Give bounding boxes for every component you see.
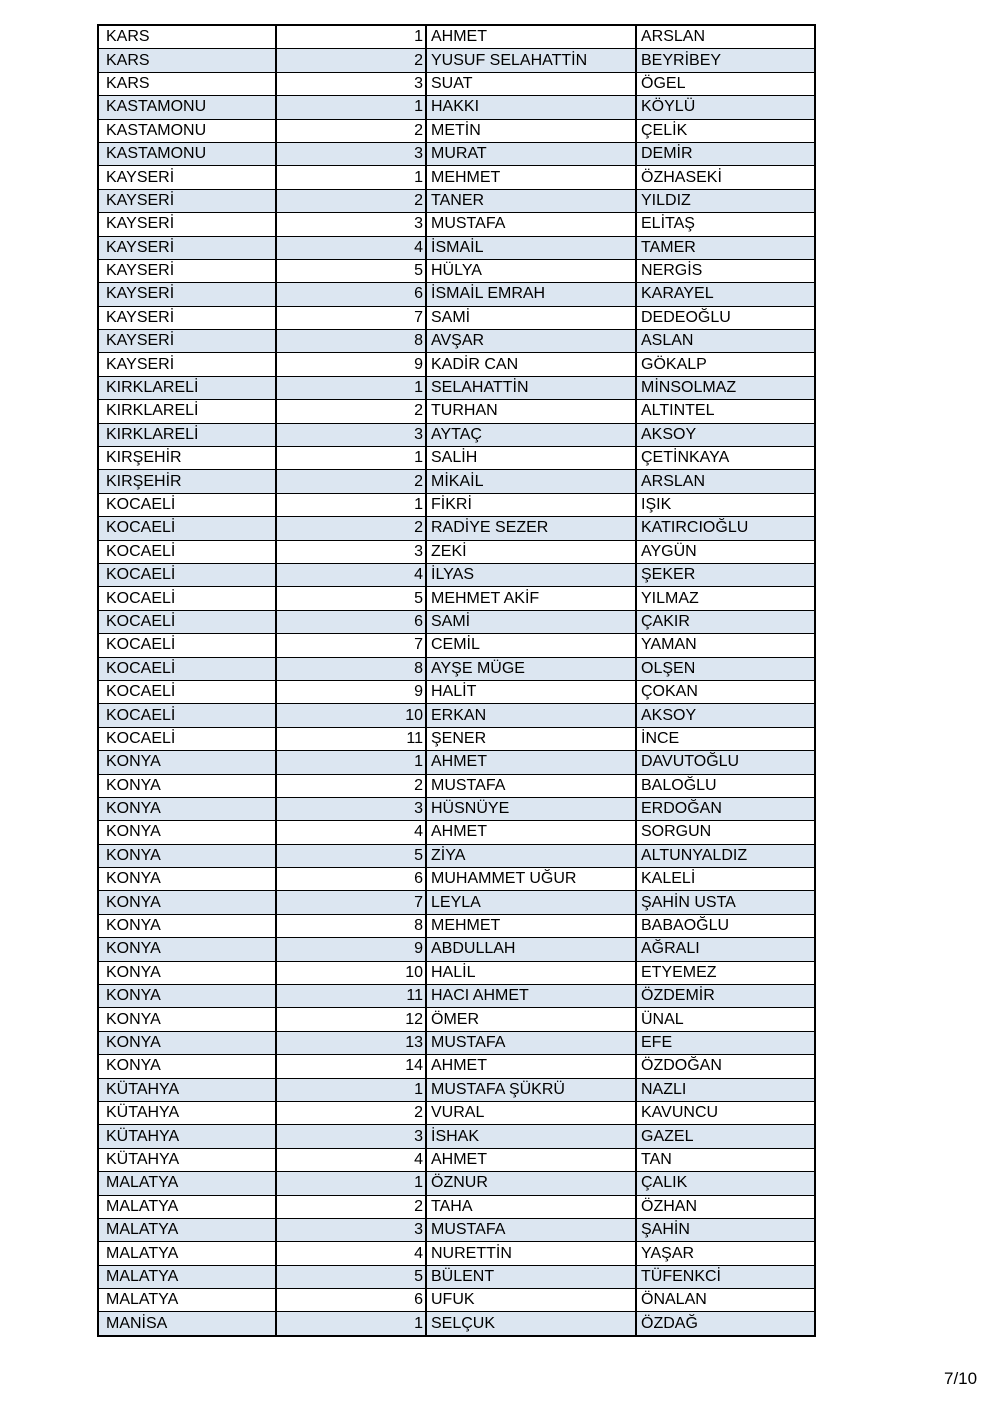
rank-cell: 4 <box>276 236 426 259</box>
table-row <box>98 189 815 212</box>
first-name-cell: ABDULLAH <box>426 938 636 961</box>
first-name-cell: MUSTAFA <box>426 774 636 797</box>
province-cell: KAYSERİ <box>98 166 276 189</box>
table-row <box>98 540 815 563</box>
last-name-cell: ALTINTEL <box>636 400 815 423</box>
province-cell: KOCAELİ <box>98 704 276 727</box>
province-cell: KIRKLARELİ <box>98 423 276 446</box>
table-row <box>98 447 815 470</box>
last-name-cell: ŞAHİN <box>636 1218 815 1241</box>
province-cell: KONYA <box>98 914 276 937</box>
table-row <box>98 868 815 891</box>
province-cell: KOCAELİ <box>98 517 276 540</box>
rank-cell: 3 <box>276 1125 426 1148</box>
province-cell: KONYA <box>98 961 276 984</box>
rank-cell: 4 <box>276 821 426 844</box>
table-row <box>98 563 815 586</box>
rank-cell: 1 <box>276 1312 426 1336</box>
rank-cell: 6 <box>276 868 426 891</box>
table-row <box>98 236 815 259</box>
last-name-cell: ASLAN <box>636 330 815 353</box>
rank-cell: 1 <box>276 493 426 516</box>
rank-cell: 2 <box>276 774 426 797</box>
first-name-cell: AVŞAR <box>426 330 636 353</box>
first-name-cell: MEHMET AKİF <box>426 587 636 610</box>
first-name-cell: ZEKİ <box>426 540 636 563</box>
rank-cell: 2 <box>276 189 426 212</box>
province-cell: KOCAELİ <box>98 610 276 633</box>
last-name-cell: KARAYEL <box>636 283 815 306</box>
table-row <box>98 1008 815 1031</box>
province-cell: KONYA <box>98 821 276 844</box>
rank-cell: 5 <box>276 1265 426 1288</box>
table-row <box>98 493 815 516</box>
rank-cell: 3 <box>276 213 426 236</box>
table-body <box>98 25 815 1336</box>
province-cell: KONYA <box>98 751 276 774</box>
first-name-cell: ÖMER <box>426 1008 636 1031</box>
table-row <box>98 1195 815 1218</box>
first-name-cell: METİN <box>426 119 636 142</box>
rank-cell: 1 <box>276 166 426 189</box>
province-cell: KAYSERİ <box>98 213 276 236</box>
last-name-cell: ÖZDOĞAN <box>636 1055 815 1078</box>
last-name-cell: DEDEOĞLU <box>636 306 815 329</box>
last-name-cell: YAŞAR <box>636 1242 815 1265</box>
page-number: 7/10 <box>944 1369 978 1388</box>
last-name-cell: AYGÜN <box>636 540 815 563</box>
first-name-cell: TAHA <box>426 1195 636 1218</box>
rank-cell: 9 <box>276 353 426 376</box>
first-name-cell: TANER <box>426 189 636 212</box>
table-row <box>98 938 815 961</box>
last-name-cell: ÇETİNKAYA <box>636 447 815 470</box>
rank-cell: 7 <box>276 634 426 657</box>
first-name-cell: MURAT <box>426 142 636 165</box>
table-row <box>98 634 815 657</box>
last-name-cell: DEMİR <box>636 142 815 165</box>
last-name-cell: BEYRİBEY <box>636 49 815 72</box>
first-name-cell: HAKKI <box>426 96 636 119</box>
first-name-cell: MUSTAFA ŞÜKRÜ <box>426 1078 636 1101</box>
last-name-cell: IŞIK <box>636 493 815 516</box>
province-cell: KONYA <box>98 868 276 891</box>
province-cell: MANİSA <box>98 1312 276 1336</box>
last-name-cell: BALOĞLU <box>636 774 815 797</box>
first-name-cell: HACI AHMET <box>426 985 636 1008</box>
province-cell: KASTAMONU <box>98 142 276 165</box>
first-name-cell: AHMET <box>426 1148 636 1171</box>
last-name-cell: YAMAN <box>636 634 815 657</box>
rank-cell: 1 <box>276 447 426 470</box>
table-row <box>98 657 815 680</box>
first-name-cell: İSHAK <box>426 1125 636 1148</box>
table-row <box>98 727 815 750</box>
first-name-cell: AHMET <box>426 1055 636 1078</box>
table-row <box>98 376 815 399</box>
first-name-cell: UFUK <box>426 1289 636 1312</box>
province-cell: KOCAELİ <box>98 657 276 680</box>
province-cell: KONYA <box>98 1055 276 1078</box>
table-row <box>98 704 815 727</box>
last-name-cell: NAZLI <box>636 1078 815 1101</box>
province-cell: KONYA <box>98 844 276 867</box>
rank-cell: 2 <box>276 517 426 540</box>
rank-cell: 3 <box>276 1218 426 1241</box>
province-cell: KARS <box>98 72 276 95</box>
first-name-cell: TURHAN <box>426 400 636 423</box>
last-name-cell: MİNSOLMAZ <box>636 376 815 399</box>
table-row <box>98 1289 815 1312</box>
rank-cell: 1 <box>276 25 426 49</box>
rank-cell: 9 <box>276 938 426 961</box>
last-name-cell: TAMER <box>636 236 815 259</box>
table-row <box>98 1312 815 1336</box>
first-name-cell: İSMAİL EMRAH <box>426 283 636 306</box>
province-cell: KOCAELİ <box>98 587 276 610</box>
province-cell: KOCAELİ <box>98 727 276 750</box>
last-name-cell: AĞRALI <box>636 938 815 961</box>
table-row <box>98 821 815 844</box>
rank-cell: 3 <box>276 797 426 820</box>
last-name-cell: ELİTAŞ <box>636 213 815 236</box>
table-row <box>98 423 815 446</box>
province-cell: MALATYA <box>98 1172 276 1195</box>
province-cell: KAYSERİ <box>98 353 276 376</box>
first-name-cell: SAMİ <box>426 610 636 633</box>
first-name-cell: KADİR CAN <box>426 353 636 376</box>
first-name-cell: YUSUF SELAHATTİN <box>426 49 636 72</box>
province-cell: KONYA <box>98 1031 276 1054</box>
province-cell: KÜTAHYA <box>98 1148 276 1171</box>
province-cell: KIRŞEHİR <box>98 447 276 470</box>
table-row <box>98 213 815 236</box>
table-row <box>98 25 815 49</box>
last-name-cell: AKSOY <box>636 423 815 446</box>
first-name-cell: SELAHATTİN <box>426 376 636 399</box>
last-name-cell: EFE <box>636 1031 815 1054</box>
last-name-cell: ŞEKER <box>636 563 815 586</box>
last-name-cell: NERGİS <box>636 259 815 282</box>
first-name-cell: BÜLENT <box>426 1265 636 1288</box>
rank-cell: 10 <box>276 704 426 727</box>
province-cell: KAYSERİ <box>98 330 276 353</box>
candidate-table <box>97 24 816 1337</box>
last-name-cell: ÖGEL <box>636 72 815 95</box>
table-row <box>98 680 815 703</box>
table-row <box>98 1031 815 1054</box>
last-name-cell: ERDOĞAN <box>636 797 815 820</box>
rank-cell: 13 <box>276 1031 426 1054</box>
table-row <box>98 166 815 189</box>
rank-cell: 10 <box>276 961 426 984</box>
table-row <box>98 470 815 493</box>
rank-cell: 8 <box>276 914 426 937</box>
province-cell: MALATYA <box>98 1195 276 1218</box>
table-row <box>98 610 815 633</box>
province-cell: KONYA <box>98 774 276 797</box>
rank-cell: 12 <box>276 1008 426 1031</box>
last-name-cell: TAN <box>636 1148 815 1171</box>
rank-cell: 5 <box>276 587 426 610</box>
first-name-cell: HÜSNÜYE <box>426 797 636 820</box>
last-name-cell: ÖZDEMİR <box>636 985 815 1008</box>
province-cell: KAYSERİ <box>98 236 276 259</box>
table-row <box>98 914 815 937</box>
rank-cell: 5 <box>276 844 426 867</box>
province-cell: KOCAELİ <box>98 634 276 657</box>
table-row <box>98 330 815 353</box>
province-cell: KIRKLARELİ <box>98 376 276 399</box>
province-cell: KIRŞEHİR <box>98 470 276 493</box>
last-name-cell: ARSLAN <box>636 470 815 493</box>
table-row <box>98 96 815 119</box>
first-name-cell: ŞENER <box>426 727 636 750</box>
rank-cell: 1 <box>276 1078 426 1101</box>
last-name-cell: ÇELİK <box>636 119 815 142</box>
first-name-cell: AHMET <box>426 821 636 844</box>
rank-cell: 8 <box>276 657 426 680</box>
first-name-cell: SAMİ <box>426 306 636 329</box>
table-row <box>98 587 815 610</box>
table-row <box>98 259 815 282</box>
province-cell: KONYA <box>98 891 276 914</box>
last-name-cell: ÇAKIR <box>636 610 815 633</box>
province-cell: MALATYA <box>98 1218 276 1241</box>
province-cell: KONYA <box>98 797 276 820</box>
first-name-cell: MUHAMMET UĞUR <box>426 868 636 891</box>
rank-cell: 4 <box>276 1242 426 1265</box>
province-cell: KONYA <box>98 938 276 961</box>
last-name-cell: ÖZHASEKİ <box>636 166 815 189</box>
first-name-cell: MUSTAFA <box>426 213 636 236</box>
table-row <box>98 844 815 867</box>
last-name-cell: ETYEMEZ <box>636 961 815 984</box>
table-row <box>98 797 815 820</box>
last-name-cell: ÖZDAĞ <box>636 1312 815 1336</box>
last-name-cell: ARSLAN <box>636 25 815 49</box>
last-name-cell: TÜFENKCİ <box>636 1265 815 1288</box>
first-name-cell: ZİYA <box>426 844 636 867</box>
province-cell: KONYA <box>98 985 276 1008</box>
province-cell: KAYSERİ <box>98 283 276 306</box>
table-row <box>98 1218 815 1241</box>
rank-cell: 2 <box>276 119 426 142</box>
table-row <box>98 400 815 423</box>
first-name-cell: FİKRİ <box>426 493 636 516</box>
first-name-cell: HALİT <box>426 680 636 703</box>
rank-cell: 9 <box>276 680 426 703</box>
first-name-cell: RADİYE SEZER <box>426 517 636 540</box>
rank-cell: 3 <box>276 423 426 446</box>
last-name-cell: YILMAZ <box>636 587 815 610</box>
table-row <box>98 751 815 774</box>
province-cell: KARS <box>98 49 276 72</box>
rank-cell: 2 <box>276 1195 426 1218</box>
table-row <box>98 283 815 306</box>
table-row <box>98 306 815 329</box>
last-name-cell: GAZEL <box>636 1125 815 1148</box>
province-cell: MALATYA <box>98 1242 276 1265</box>
province-cell: KAYSERİ <box>98 306 276 329</box>
rank-cell: 1 <box>276 751 426 774</box>
rank-cell: 2 <box>276 1101 426 1124</box>
last-name-cell: ÖNALAN <box>636 1289 815 1312</box>
rank-cell: 2 <box>276 49 426 72</box>
table-row <box>98 1125 815 1148</box>
rank-cell: 14 <box>276 1055 426 1078</box>
last-name-cell: KÖYLÜ <box>636 96 815 119</box>
province-cell: KAYSERİ <box>98 189 276 212</box>
province-cell: KÜTAHYA <box>98 1125 276 1148</box>
rank-cell: 1 <box>276 96 426 119</box>
table-row <box>98 774 815 797</box>
first-name-cell: LEYLA <box>426 891 636 914</box>
last-name-cell: OLŞEN <box>636 657 815 680</box>
first-name-cell: ÖZNUR <box>426 1172 636 1195</box>
first-name-cell: HÜLYA <box>426 259 636 282</box>
first-name-cell: AYŞE MÜGE <box>426 657 636 680</box>
first-name-cell: AHMET <box>426 751 636 774</box>
table-row <box>98 72 815 95</box>
first-name-cell: MEHMET <box>426 166 636 189</box>
rank-cell: 11 <box>276 985 426 1008</box>
rank-cell: 6 <box>276 610 426 633</box>
rank-cell: 6 <box>276 1289 426 1312</box>
province-cell: KONYA <box>98 1008 276 1031</box>
last-name-cell: BABAOĞLU <box>636 914 815 937</box>
first-name-cell: MUSTAFA <box>426 1031 636 1054</box>
table-row <box>98 1148 815 1171</box>
rank-cell: 4 <box>276 1148 426 1171</box>
table-row <box>98 49 815 72</box>
first-name-cell: MİKAİL <box>426 470 636 493</box>
last-name-cell: KATIRCIOĞLU <box>636 517 815 540</box>
last-name-cell: YILDIZ <box>636 189 815 212</box>
rank-cell: 1 <box>276 376 426 399</box>
rank-cell: 7 <box>276 306 426 329</box>
last-name-cell: AKSOY <box>636 704 815 727</box>
last-name-cell: İNCE <box>636 727 815 750</box>
table-row <box>98 142 815 165</box>
province-cell: KOCAELİ <box>98 563 276 586</box>
table-row <box>98 985 815 1008</box>
rank-cell: 3 <box>276 72 426 95</box>
first-name-cell: SALİH <box>426 447 636 470</box>
rank-cell: 3 <box>276 142 426 165</box>
province-cell: KOCAELİ <box>98 540 276 563</box>
table-row <box>98 1055 815 1078</box>
rank-cell: 2 <box>276 400 426 423</box>
province-cell: MALATYA <box>98 1265 276 1288</box>
rank-cell: 2 <box>276 470 426 493</box>
last-name-cell: ÇOKAN <box>636 680 815 703</box>
first-name-cell: MEHMET <box>426 914 636 937</box>
rank-cell: 4 <box>276 563 426 586</box>
table-row <box>98 1101 815 1124</box>
rank-cell: 11 <box>276 727 426 750</box>
first-name-cell: VURAL <box>426 1101 636 1124</box>
table-row <box>98 1078 815 1101</box>
first-name-cell: SUAT <box>426 72 636 95</box>
first-name-cell: İLYAS <box>426 563 636 586</box>
first-name-cell: NURETTİN <box>426 1242 636 1265</box>
province-cell: KÜTAHYA <box>98 1101 276 1124</box>
first-name-cell: SELÇUK <box>426 1312 636 1336</box>
province-cell: KIRKLARELİ <box>98 400 276 423</box>
last-name-cell: ALTUNYALDIZ <box>636 844 815 867</box>
last-name-cell: DAVUTOĞLU <box>636 751 815 774</box>
province-cell: KASTAMONU <box>98 119 276 142</box>
province-cell: KOCAELİ <box>98 680 276 703</box>
rank-cell: 6 <box>276 283 426 306</box>
table-row <box>98 1265 815 1288</box>
table-row <box>98 1172 815 1195</box>
province-cell: KARS <box>98 25 276 49</box>
last-name-cell: ÇALIK <box>636 1172 815 1195</box>
first-name-cell: AYTAÇ <box>426 423 636 446</box>
last-name-cell: KALELİ <box>636 868 815 891</box>
first-name-cell: ERKAN <box>426 704 636 727</box>
rank-cell: 3 <box>276 540 426 563</box>
first-name-cell: CEMİL <box>426 634 636 657</box>
table-row <box>98 119 815 142</box>
first-name-cell: HALİL <box>426 961 636 984</box>
province-cell: KOCAELİ <box>98 493 276 516</box>
province-cell: KÜTAHYA <box>98 1078 276 1101</box>
first-name-cell: MUSTAFA <box>426 1218 636 1241</box>
last-name-cell: KAVUNCU <box>636 1101 815 1124</box>
first-name-cell: AHMET <box>426 25 636 49</box>
table-row <box>98 891 815 914</box>
first-name-cell: İSMAİL <box>426 236 636 259</box>
last-name-cell: ÜNAL <box>636 1008 815 1031</box>
rank-cell: 5 <box>276 259 426 282</box>
last-name-cell: SORGUN <box>636 821 815 844</box>
rank-cell: 8 <box>276 330 426 353</box>
rank-cell: 1 <box>276 1172 426 1195</box>
last-name-cell: GÖKALP <box>636 353 815 376</box>
province-cell: KAYSERİ <box>98 259 276 282</box>
table-row <box>98 961 815 984</box>
province-cell: MALATYA <box>98 1289 276 1312</box>
province-cell: KASTAMONU <box>98 96 276 119</box>
table-row <box>98 353 815 376</box>
last-name-cell: ŞAHİN USTA <box>636 891 815 914</box>
table-row <box>98 1242 815 1265</box>
last-name-cell: ÖZHAN <box>636 1195 815 1218</box>
rank-cell: 7 <box>276 891 426 914</box>
table-row <box>98 517 815 540</box>
